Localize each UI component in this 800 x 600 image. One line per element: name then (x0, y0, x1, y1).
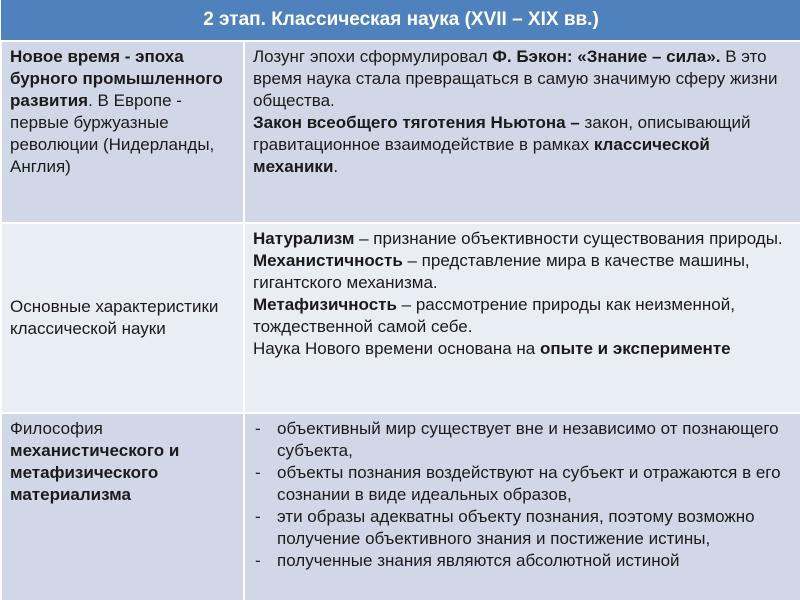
row3-right-cell (244, 413, 800, 600)
dash-bullet: - (255, 463, 261, 482)
bacon-lead: Лозунг эпохи сформулировал (253, 47, 493, 66)
metaphysics-definition: – рассмотрение природы как неизменной, тождественной самой себе. (253, 295, 735, 336)
list-item-text: объективный мир существует вне и независимо от познающего субъекта, (277, 419, 779, 460)
list-item-text: полученные знания являются абсолютной истиной (277, 551, 680, 570)
newton-law: Закон всеобщего тяготения Ньютона – (253, 113, 580, 132)
bacon-paragraph (253, 46, 792, 112)
row3-left-cell (1, 413, 244, 600)
list-item (253, 506, 792, 550)
bacon-quote: Ф. Бэкон: «Знание – сила». (492, 47, 721, 66)
row1-left-text (10, 46, 235, 178)
naturalism-paragraph (253, 228, 792, 250)
newton-period: . (333, 157, 339, 176)
row2-left-cell (1, 223, 244, 413)
list-item (253, 418, 792, 462)
experiment-term: опыте и эксперименте (539, 339, 731, 358)
list-item (253, 462, 792, 506)
experiment-paragraph (253, 338, 792, 360)
table-row (1, 41, 800, 223)
characteristics-label: Основные характеристики классической науки (10, 297, 219, 338)
list-item-text: эти образы адекватны объекту познания, поэтому возможно получение объективного знания и постижение истины, (277, 507, 755, 548)
experiment-lead: Наука Нового времени основана на (253, 339, 540, 358)
newton-description: закон, описывающий гравитационное взаимодействие в рамках (253, 113, 751, 154)
naturalism-term: Натурализм (253, 229, 355, 248)
table-row (1, 223, 800, 413)
metaphysics-paragraph (253, 294, 792, 338)
metaphysics-term: Метафизичность (253, 295, 397, 314)
philosophy-label: Философия (10, 419, 103, 438)
classical-mechanics: классической механики (253, 135, 710, 176)
era-name: Новое время - эпоха бурного промышленного развития (10, 47, 223, 110)
mechanism-term: Механистичность (253, 251, 403, 270)
bacon-rest: В это время наука стала превращаться в самую значимую сферу жизни общества. (253, 47, 778, 110)
dash-bullet: - (255, 507, 261, 526)
table-header-row (1, 0, 800, 41)
dash-bullet: - (255, 419, 261, 438)
list-item-text: объекты познания воздействуют на субъект и отражаются в его сознании в виде идеальных образов, (277, 463, 781, 504)
materialism-label: механистического и метафизического материализма (10, 441, 180, 504)
table-title: 2 этап. Классическая наука (XVII – XIX вв.) (1, 0, 800, 41)
naturalism-definition: – признание объективности существования природы. (354, 229, 783, 248)
era-description: . В Европе - первые буржуазные революции (Нидерланды, Англия) (10, 91, 215, 176)
table-row (1, 413, 800, 600)
dash-bullet: - (255, 551, 261, 570)
row1-left-cell (1, 41, 244, 223)
mechanism-paragraph (253, 250, 792, 294)
list-item (253, 550, 792, 572)
materialism-principles-list (253, 418, 792, 572)
mechanism-definition: – представление мира в качестве машины, гигантского механизма. (253, 251, 750, 292)
newton-paragraph (253, 112, 792, 178)
row2-right-cell (244, 223, 800, 413)
row1-right-cell (244, 41, 800, 223)
